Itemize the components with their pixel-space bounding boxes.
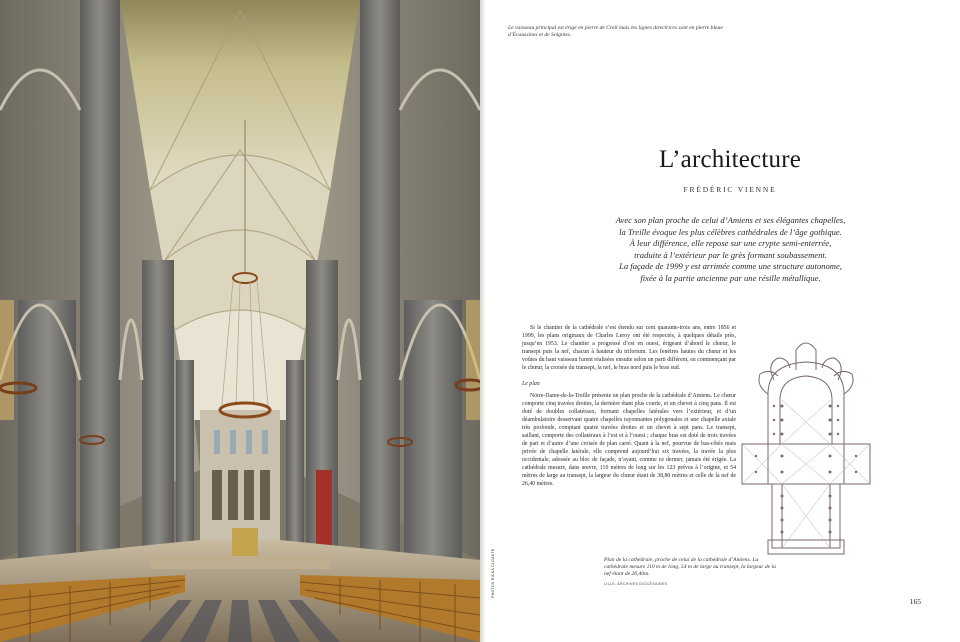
cathedral-floor-plan [738, 334, 874, 556]
intro-line: La façade de 1999 y est arrimée comme une structure autonome, [619, 261, 842, 272]
intro-line: fixée à la partie ancienne par une résille métallique. [640, 272, 821, 283]
section-subhead: Le plan [522, 381, 540, 387]
photo-caption: Le vaisseau principal est érigé en pierre de Creil mais les lignes directrices sont en pierre bleue d’Écaussines et de Soignies. [508, 25, 723, 38]
page-gutter [480, 0, 486, 642]
plan-caption: Plan de la cathédrale, proche de celui de la cathédrale d’Amiens. La cathédrale mesure 110 m de long, 54 m de large au transept, la largeur de la nef étant de 26,40m. [604, 557, 776, 578]
body-text [522, 324, 736, 488]
body-paragraph: Si le chantier de la cathédrale s’est étendu sur cent quarante-trois ans, entre 1856 et 1999, les plans originaux de Charles Leroy ont été respectés, à quelques détails près, jusqu’en 1953. Le chantier a progressé d’est en ouest, érigeant d’abord le chœur, le transept puis la nef, chacun à hauteur du triforium. Les fenêtres hautes du chœur et les voûtes du haut vaisseau furent réalisées ensuite selon un parti différent, en commençant par le chœur, la croisée du transept, la nef, le bras nord puis le bras sud. [522, 325, 736, 371]
photo-credit: PHOTOS RICKA CLOAKTE [491, 548, 495, 598]
intro-paragraph [560, 215, 901, 285]
intro-line: traduite à l’extérieur par le grès formant soubassement. [634, 249, 827, 260]
page-number: 165 [909, 597, 921, 606]
author-name: FRÉDÉRIC VIENNE [683, 185, 777, 194]
plan-credit: LILLE, ARCHIVES DIOCÉSAINES [604, 582, 668, 586]
intro-line: À leur différence, elle repose sur une crypte semi-enterrée, [629, 238, 832, 249]
floor-plan-drawing [738, 334, 874, 556]
page-title: L’architecture [658, 146, 802, 173]
intro-line: Avec son plan proche de celui d’Amiens et ses élégantes chapelles, [615, 215, 846, 225]
body-paragraph: Notre-Dame-de-la-Treille présente un plan proche de la cathédrale d’Amiens. Le chœur comporte cinq travées droites, la dernière étant plus courte, et un chevet à cinq pans. Il est doté de doubles collatéraux, formant chapelles latérales vers l’extérieur, et d’un déambulatoire desservant quatre chapelles rayonnantes polygonales et une chapelle axiale très profonde, comptant quatre travées droites et un chevet à sept pans. Le transept, saillant, comporte des collatéraux à l’est et à l’ouest ; chaque bras est doté de trois travées de part et d’autre d’une croisée de plan carré. Quant à la nef, pourvue de bas-côtés mais privée de chapelle latérale, elle comprend aujourd’hui six travées, la travée la plus occidentale, adossée au bloc de façade, n’ayant, comme ce dernier, jamais été érigée. La cathédrale mesure, dans œuvre, 110 mètres de long sur les 123 prévus à l’origine, et 54 mètres de large au transept, la largeur du chœur étant de 38,80 mètres et celle de la nef de 26,40 mètres. [522, 393, 736, 487]
intro-line: la Treille évoque les plus célèbres cathédrales de l’âge gothique. [619, 226, 842, 237]
